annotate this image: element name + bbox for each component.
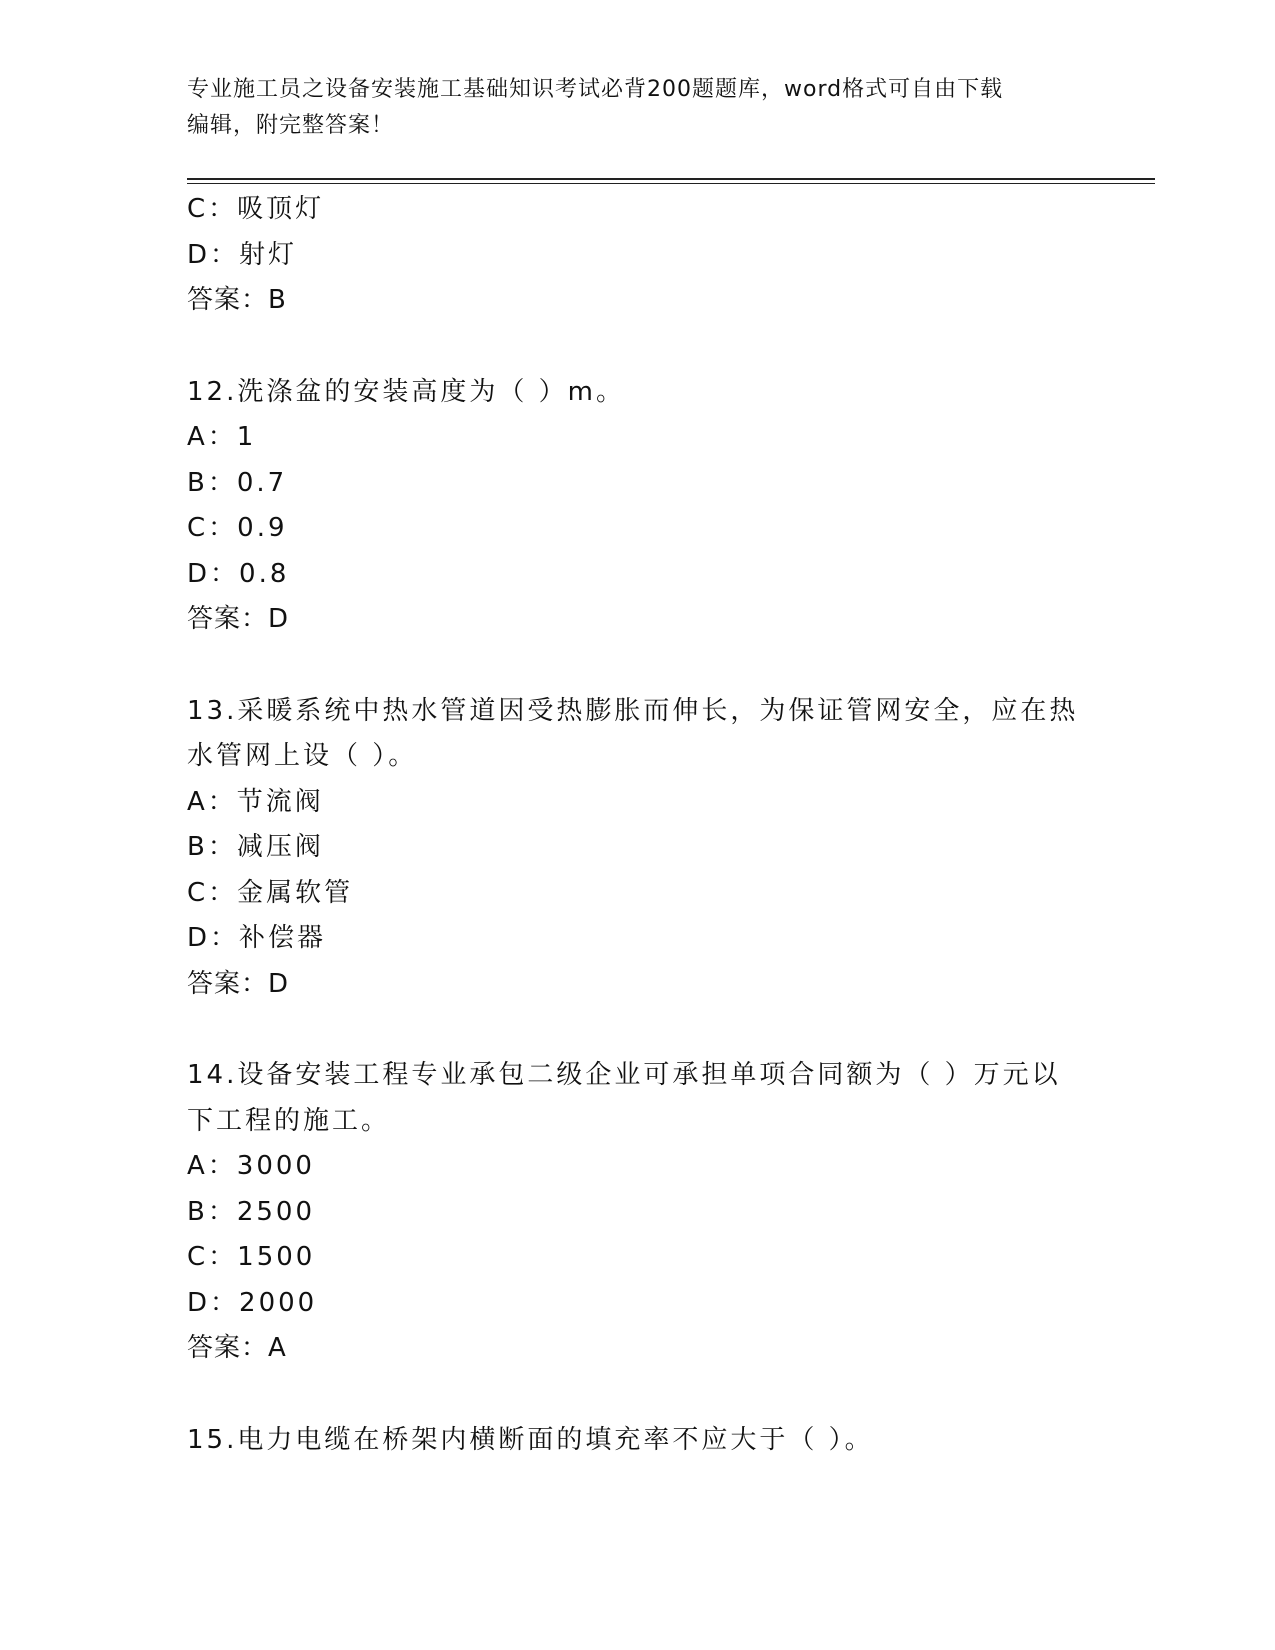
option-b: B：减压阀 [187,832,324,862]
option-a: A：3000 [187,1151,315,1181]
question-14 [187,1053,1087,1372]
header-line-1: 专业施工员之设备安装施工基础知识考试必背200题题库，word格式可自由下载 [187,77,1004,102]
answer: 答案：A [187,1333,287,1363]
question-11 [187,187,1087,324]
question-13 [187,689,1087,1008]
option-d: D：补偿器 [187,923,327,953]
option-c: C：吸顶灯 [187,194,325,224]
option-c: C：0.9 [187,513,288,543]
question-text-line-1: 13.采暖系统中热水管道因受热膨胀而伸长，为保证管网安全，应在热 [187,695,1079,726]
question-text: 15.电力电缆在桥架内横断面的填充率不应大于（ ）。 [187,1424,874,1455]
question-list [187,187,1087,1463]
question-text-line-2: 下工程的施工。 [187,1105,391,1136]
question-text: 12.洗涤盆的安装高度为（ ）m。 [187,376,625,407]
option-c: C：1500 [187,1242,316,1272]
answer: 答案：D [187,968,290,999]
header-divider-thin [187,183,1155,184]
header-divider-thick [187,178,1155,180]
option-a: A：1 [187,422,257,452]
option-c: C：金属软管 [187,877,354,908]
option-d: D：射灯 [187,239,298,270]
document-header [187,72,1087,144]
option-b: B：2500 [187,1196,316,1227]
question-12 [187,370,1087,643]
option-d: D：2000 [187,1287,318,1318]
header-line-2: 编辑，附完整答案！ [187,113,395,138]
option-a: A：节流阀 [187,786,324,817]
answer: 答案：B [187,285,287,315]
question-text-line-1: 14.设备安装工程专业承包二级企业可承担单项合同额为（ ）万元以 [187,1060,1061,1090]
option-d: D：0.8 [187,558,290,589]
option-b: B：0.7 [187,467,288,498]
question-15 [187,1418,1087,1464]
answer: 答案：D [187,604,290,634]
question-text-line-2: 水管网上设（ ）。 [187,741,418,771]
